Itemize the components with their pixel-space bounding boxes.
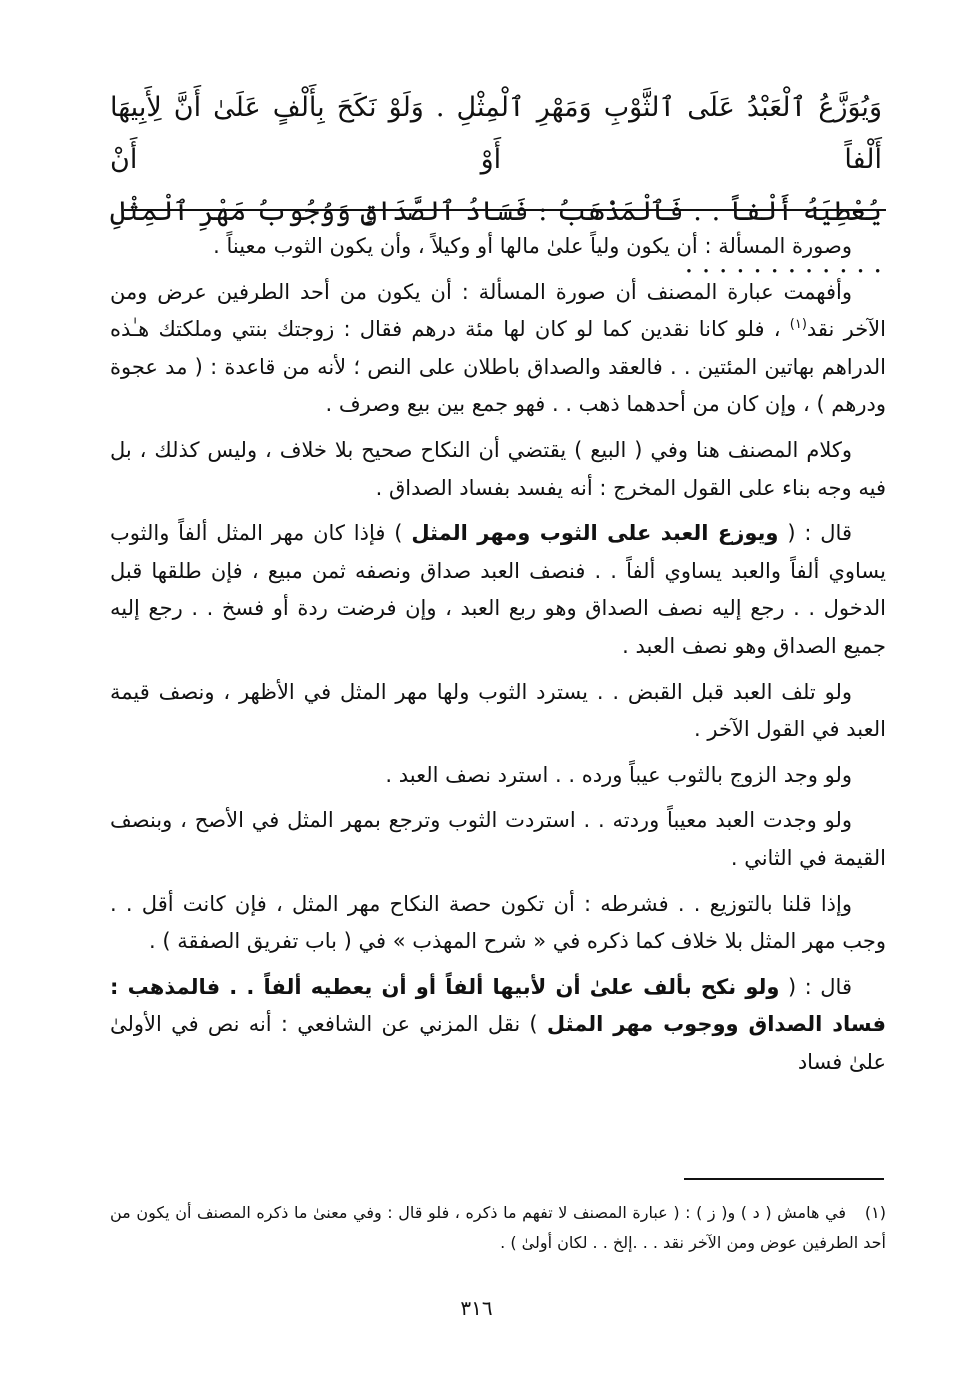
page-number: ٣١٦: [460, 1296, 493, 1320]
quoted-matn: ولو نكح بألف علىٰ أن لأبيها ألفاً أو أن يعطيه ألفاً . . فالمذهب : فساد الصداق ووجوب مهر المثل: [110, 974, 886, 1037]
paragraph-text: قال : (: [779, 974, 852, 999]
paragraph-text: وإذا قلنا بالتوزيع . . فشرطه : أن تكون حصة النكاح مهر المثل ، فإن كانت أقل . . وجب مهر المثل بلا خلاف كما ذكره في « شرح المهذب » في ( باب تفريق الصفقة ) .: [110, 891, 886, 954]
footnote-marker[interactable]: (١): [789, 317, 807, 333]
paragraph: [110, 274, 886, 424]
footnote: [110, 1198, 886, 1258]
paragraph-text: وصورة المسألة : أن يكون ولياً علىٰ مالها أو وكيلاً ، وأن يكون الثوب معيناً .: [213, 234, 852, 258]
footnote-item: [110, 1198, 886, 1258]
paragraph: [110, 757, 886, 795]
commentary-text: [110, 228, 886, 1089]
matn-line: وَيُوَزَّعُ ٱلْعَبْدُ عَلَى ٱلثَّوْبِ وَمَهْرِ ٱلْمِثْلِ . وَلَوْ نَكَحَ بِأَلْفٍ عَلَىٰ أَنَّ لِأَبِيهَا أَلْفاً أَوْ أَنْ: [110, 92, 882, 175]
paragraph: [110, 886, 886, 961]
separator-rule: [124, 209, 886, 211]
paragraph: [110, 228, 886, 266]
paragraph: [110, 802, 886, 877]
paragraph: [110, 674, 886, 749]
paragraph: [110, 432, 886, 507]
paragraph-text: ، فلو كانا نقدين كما لو كان لها مئة درهم فقال : زوجتك بنتي وملكتك هـٰذه الدراهم بهاتين المئتين . . فالعقد والصداق باطلان على النص ؛ لأنه من قاعدة : ( مد عجوة ودرهم ) ، وإن كان من أحدهما ذهب . . فهو جمع بين بيع وصرف .: [110, 317, 886, 417]
paragraph-text: ولو وجدت العبد معيباً وردته . . استردت الثوب وترجع بمهر المثل في الأصح ، وبنصف القيمة في الثاني .: [110, 808, 886, 870]
quoted-matn: ويوزع العبد على الثوب ومهر المثل: [411, 521, 779, 546]
footnote-text: في هامش ( د ) و( ز ) : ( عبارة المصنف لا تفهم ما ذكره ، فلو قال : وفي معنىٰ ما ذكره المصنف أن يكون من أحد الطرفين عوض ومن الآخر نقد . . .إلخ . . لكان أولىٰ ) .: [110, 1203, 886, 1252]
paragraph-text: ولو تلف العبد قبل القبض . . يسترد الثوب ولها مهر المثل في الأظهر ، ونصف قيمة العبد في القول الآخر .: [110, 679, 886, 742]
paragraph-text: وكلام المصنف هنا وفي ( البيع ) يقتضي أن النكاح صحيح بلا خلاف ، وليس كذلك ، بل فيه وجه بناء على القول المخرج : أنه يفسد بفساد الصداق .: [110, 437, 886, 500]
paragraph: [110, 969, 886, 1082]
paragraph-text: وأفهمت عبارة المصنف أن صورة المسألة : أن يكون من أحد الطرفين عرض ومن الآخر نقد: [110, 279, 886, 342]
paragraph-text: ) فإذا كان مهر المثل ألفاً والثوب يساوي ألفاً والعبد يساوي ألفاً . . فنصف العبد صداق ونصفه ثمن مبيع ، فإن طلقها قبل الدخول . . رجع إليه نصف الصداق وهو ربع العبد ، وإن فرضت ردة أو فسخ . . رجع إليه جميع الصداق وهو نصف العبد .: [110, 521, 886, 658]
matn-line: يُعْطِيَهُ أَلْفاً . . فَٱلْمَذْهَبُ : فَسَادُ ٱلصَّدَاقِ وَوُجُوبُ مَهْرِ ٱلْمِثْلِ . . . . . . . . . . . .: [110, 196, 882, 279]
footnote-separator: [684, 1178, 884, 1180]
footnote-number: (١): [864, 1203, 886, 1222]
paragraph-text: ولو وجد الزوج بالثوب عيباً ورده . . استرد نصف العبد .: [385, 762, 852, 787]
paragraph: [110, 515, 886, 665]
paragraph-text: ) نقل المزني عن الشافعي : أنه نص في الأولىٰ علىٰ فساد: [110, 1012, 886, 1074]
paragraph-text: قال : (: [778, 521, 852, 546]
